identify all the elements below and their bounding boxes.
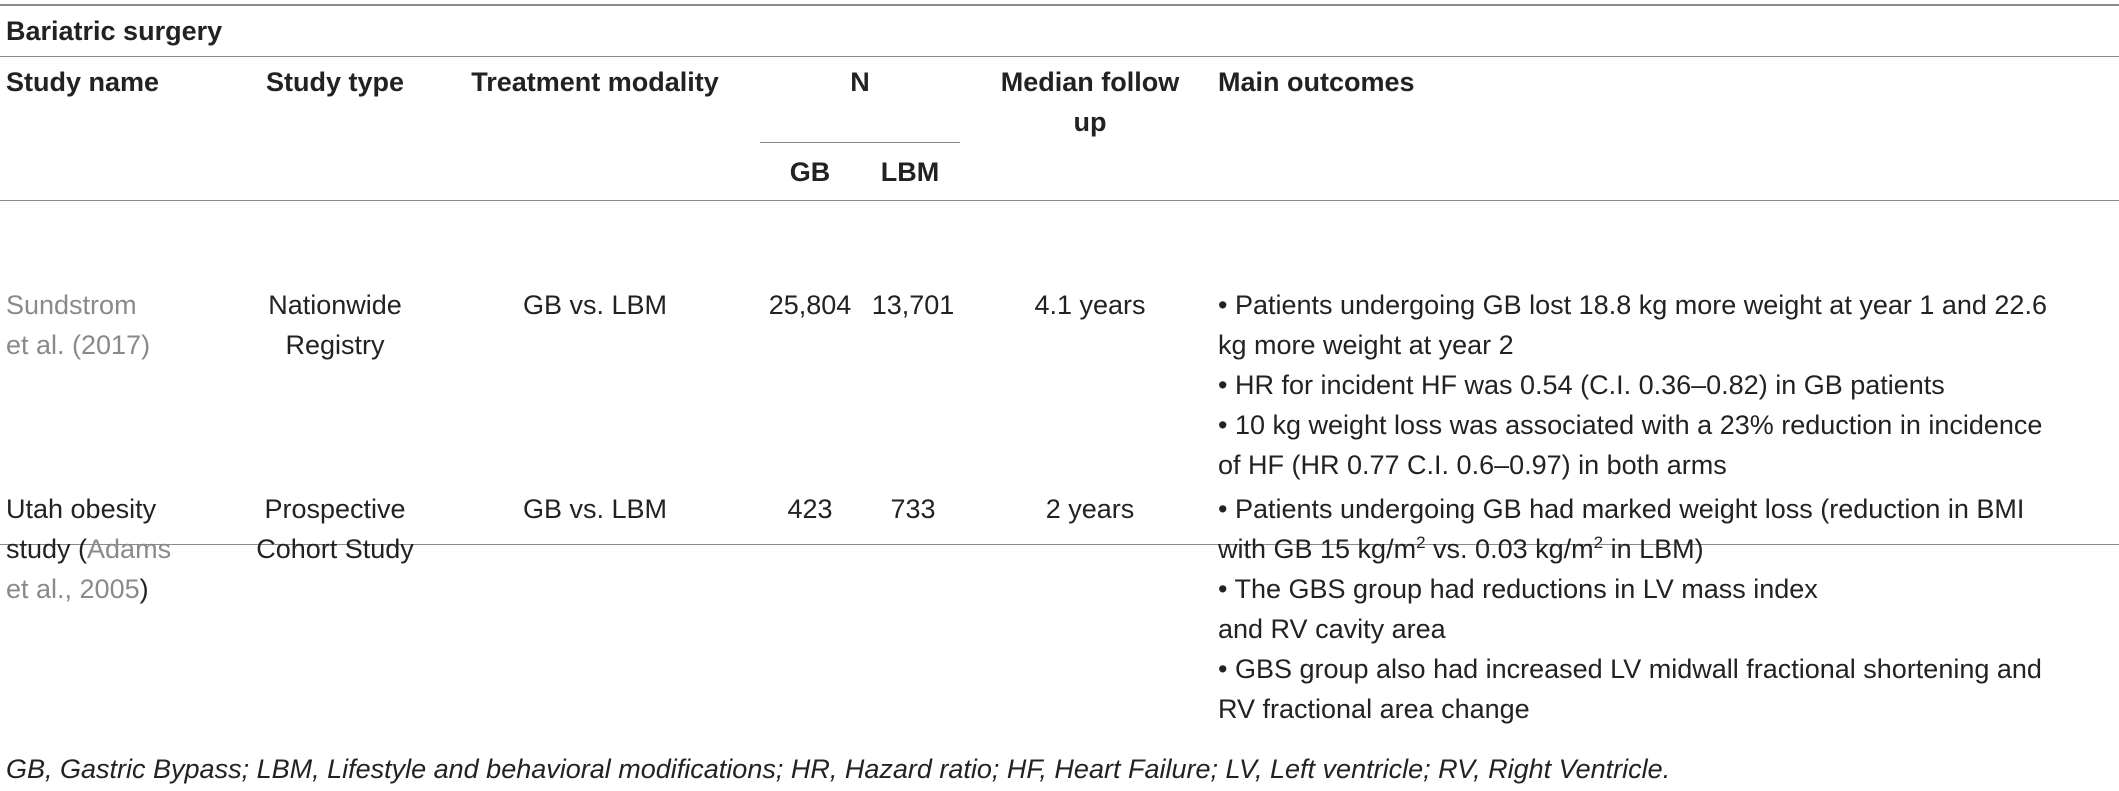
treatment-modality: GB vs. LBM bbox=[522, 494, 668, 524]
header-main-outcomes: Main outcomes bbox=[1218, 67, 1415, 97]
header-median-follow-up bbox=[980, 62, 1200, 142]
outcome-line: • HR for incident HF was 0.54 (C.I. 0.36–0.82) in GB patients bbox=[1218, 370, 1945, 400]
header-n: N bbox=[850, 67, 870, 97]
header-study-type: Study type bbox=[265, 67, 405, 97]
outcome-line: RV fractional area change bbox=[1218, 694, 1530, 724]
main-outcomes bbox=[1218, 285, 2047, 485]
study-name bbox=[6, 489, 171, 609]
section-rule bbox=[0, 56, 2119, 57]
study-type-line: Nationwide bbox=[268, 290, 402, 320]
header-median-follow-up-line2: up bbox=[1073, 107, 1107, 137]
study-name-line: et al., 2005) bbox=[6, 574, 149, 604]
table-top-rule bbox=[0, 4, 2119, 6]
header-gb: GB bbox=[789, 157, 831, 187]
outcome-line: with GB 15 $kg/m^2$ vs. 0.03 $kg/m^2$ in LBM) bbox=[1218, 533, 1704, 564]
citation-link[interactable]: et al., 2005 bbox=[6, 574, 140, 604]
n-gb-value: 423 bbox=[787, 494, 833, 524]
study-type-line: Prospective bbox=[264, 494, 406, 524]
outcome-line: and RV cavity area bbox=[1218, 614, 1446, 644]
n-lbm-value: 733 bbox=[890, 494, 936, 524]
citation-link[interactable]: Adams bbox=[87, 534, 172, 564]
study-name-line: study (Adams bbox=[6, 534, 172, 564]
header-study-name: Study name bbox=[6, 67, 160, 97]
main-outcomes bbox=[1218, 489, 2042, 729]
header-bottom-rule bbox=[0, 200, 2119, 201]
median-follow-up: 2 years bbox=[1045, 494, 1135, 524]
study-name-link[interactable] bbox=[6, 285, 150, 365]
outcome-line: • Patients undergoing GB lost 18.8 kg more weight at year 1 and 22.6 bbox=[1218, 290, 2047, 320]
study-type-line: Cohort Study bbox=[256, 534, 414, 564]
outcome-line: • The GBS group had reductions in LV mass index bbox=[1218, 574, 1818, 604]
study-name-line: Utah obesity bbox=[6, 494, 157, 524]
outcome-line: kg more weight at year 2 bbox=[1218, 330, 1514, 360]
n-gb-value: 25,804 bbox=[768, 290, 852, 320]
outcome-line: • GBS group also had increased LV midwall fractional shortening and bbox=[1218, 654, 2042, 684]
study-name-line: Sundstrom bbox=[6, 290, 137, 320]
header-median-follow-up-line1: Median follow bbox=[1000, 67, 1180, 97]
median-follow-up: 4.1 years bbox=[1034, 290, 1146, 320]
outcome-line: • 10 kg weight loss was associated with a 23% reduction in incidence bbox=[1218, 410, 2043, 440]
n-group-rule bbox=[760, 142, 960, 143]
study-type bbox=[235, 489, 435, 569]
treatment-modality: GB vs. LBM bbox=[522, 290, 668, 320]
study-type-line: Registry bbox=[285, 330, 385, 360]
header-treatment-modality: Treatment modality bbox=[471, 67, 719, 97]
outcome-line: of HF (HR 0.77 C.I. 0.6–0.97) in both arms bbox=[1218, 450, 1727, 480]
outcome-line: • Patients undergoing GB had marked weight loss (reduction in BMI bbox=[1218, 494, 2025, 524]
study-type bbox=[235, 285, 435, 365]
header-lbm: LBM bbox=[880, 157, 940, 187]
table-footnote: GB, Gastric Bypass; LBM, Lifestyle and behavioral modifications; HR, Hazard ratio; HF, Heart Failure; LV, Left ventricle; RV, Right Ventricle. bbox=[6, 754, 1671, 784]
study-name-line: et al. (2017) bbox=[6, 330, 151, 360]
n-lbm-value: 13,701 bbox=[871, 290, 955, 320]
section-title: Bariatric surgery bbox=[6, 16, 223, 46]
